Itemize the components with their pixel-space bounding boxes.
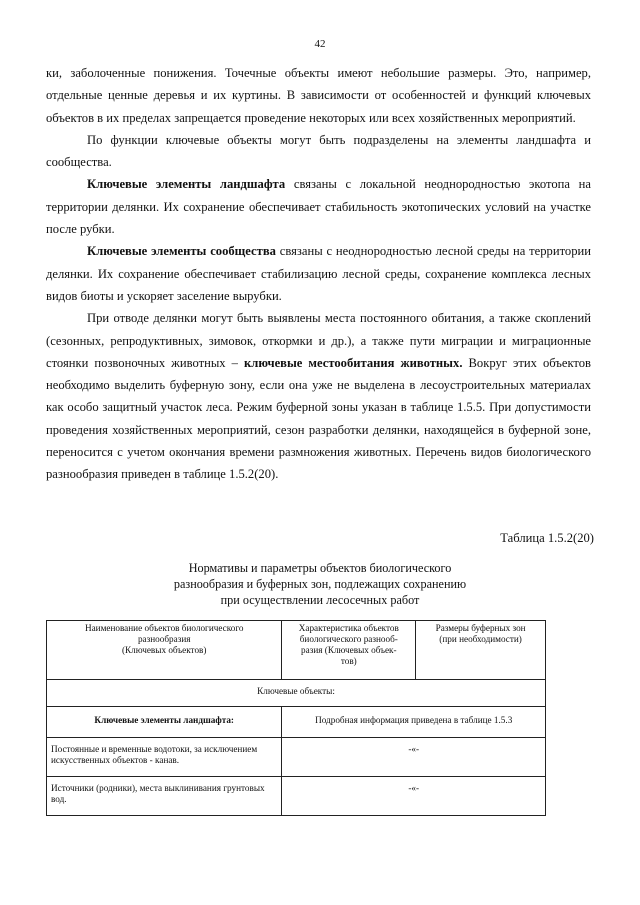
paragraph-5-text: Вокруг этих объектов необходимо выделить буферную зону, если она уже не выделена в лесоустроительных материалах как особо защитный участок леса. Режим буферной зоны указан в таблице 1.5.5. При допустимости проведения хозяйственных мероприятий, сезон разработки делянки, находящейся в буферной зоне, переносится с учетом окончания времени размножения животных. Перечень видов биологического разнообразия приведен в таблице 1.5.2(20). — [46, 355, 591, 482]
paragraph-4 — [46, 240, 591, 307]
table-header-row — [47, 621, 546, 680]
table-row — [47, 738, 546, 777]
paragraph-5 — [46, 307, 591, 485]
paragraph-3 — [46, 173, 591, 240]
table-title-line: разнообразия и буферных зон, подлежащих сохранению — [173, 577, 467, 591]
paragraph-4-text: связаны с неоднородностью лесной среды на территории делянки. Их сохранение обеспечивает стабилизацию лесной среды, сохранение комплекса лесных видов биоты и ускоряет заселение вырубки. — [46, 244, 591, 303]
header-object-characteristics: Характеристика объектов биологического разнооб- разия (Ключевых объек- тов) — [282, 621, 416, 680]
row-name: Постоянные и временные водотоки, за исключением искусственных объектов - канав. — [47, 738, 282, 777]
biodiversity-table — [46, 620, 546, 816]
page-number: 42 — [314, 38, 326, 50]
table-title — [100, 560, 540, 608]
table-title-line: при осуществлении лесосечных работ — [220, 593, 420, 607]
subsection-info: Подробная информация приведена в таблице 1.5.3 — [282, 707, 546, 738]
table-subsection-row — [47, 707, 546, 738]
paragraph-2: По функции ключевые объекты могут быть подразделены на элементы ландшафта и сообщества. — [46, 132, 591, 170]
header-buffer-zone-size: Размеры буферных зон (при необходимости) — [416, 621, 546, 680]
row-value: -«- — [282, 777, 546, 816]
paragraph-3-text: связаны с локальной неоднородностью экотопа на территории делянки. Их сохранение обеспечивает стабильность экотопических условий на участке после рубки. — [46, 177, 591, 237]
table-label: Таблица 1.5.2(20) — [500, 531, 594, 545]
paragraph-5-start: При отводе делянки могут быть выявлены места постоянного обитания, а также скоплений (сезонных, репродуктивных, зимовок, откормки и др.), а также пути миграции и миграционные стоянки позвоночных животных – — [46, 311, 591, 370]
term-key-habitats: ключевые местообитания животных. — [244, 355, 463, 370]
table-row — [47, 777, 546, 816]
row-value: -«- — [282, 738, 546, 777]
term-landscape-elements: Ключевые элементы ландшафта — [87, 177, 286, 192]
subsection-name: Ключевые элементы ландшафта: — [47, 707, 282, 738]
row-name: Источники (родники), места выклинивания грунтовых вод. — [47, 777, 282, 816]
section-key-objects: Ключевые объекты: — [47, 680, 546, 707]
table-title-line: Нормативы и параметры объектов биологического — [188, 561, 452, 575]
paragraph-1: ки, заболоченные понижения. Точечные объекты имеют небольшие размеры. Это, например, отдельные ценные деревья и их куртины. В зависимости от особенностей и функций ключевых объектов в их пределах запрещается проведение некоторых или всех хозяйственных мероприятий. — [46, 66, 591, 125]
header-object-name: Наименование объектов биологического разнообразия (Ключевых объектов) — [47, 621, 282, 680]
body-text — [46, 62, 591, 486]
term-community-elements: Ключевые элементы сообщества — [87, 244, 276, 259]
table-section-row — [47, 680, 546, 707]
